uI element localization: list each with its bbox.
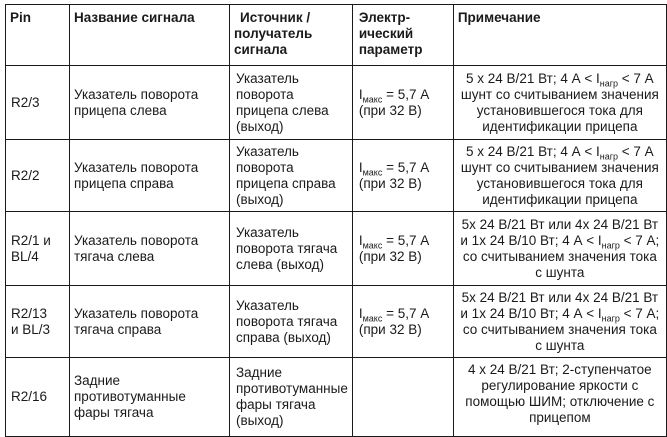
note-line: и 1х 24 В/10 Вт; 4 $А < I_{нагр} < 7$ А;: [460, 232, 660, 251]
source-line: справа (выход): [236, 329, 331, 345]
pin-cell: R2/3: [6, 66, 70, 140]
source-line: поворота: [236, 86, 294, 102]
param-voltage: (при 32 В): [358, 248, 422, 264]
note-cell: [453, 140, 666, 212]
signal-name-line: тягача слева: [74, 248, 155, 264]
source-line: Указатель: [236, 224, 299, 240]
note-cell: [453, 286, 666, 358]
pin-line: и BL/3: [11, 321, 51, 337]
pin-cell: [6, 286, 70, 358]
source-cell: [230, 212, 353, 286]
table-row: [6, 358, 667, 437]
signal-name-cell: [70, 212, 230, 286]
note-line: помощью ШИМ; отключение с: [465, 394, 655, 409]
param-current: $I_{макс} = 5,7$ А: [358, 305, 430, 324]
note-line: 5 х 24 В/21 Вт; 4 $А < I_{нагр} < 7$ А: [466, 143, 654, 162]
note-cell: [453, 66, 666, 140]
table-row: [6, 286, 667, 358]
param-voltage: (при 32 В): [358, 321, 422, 337]
note-line: и 1х 24 В/10 Вт; 4 $А < I_{нагр} < 7$ А;: [460, 305, 660, 324]
param-cell: [352, 212, 453, 286]
source-cell: [230, 66, 353, 140]
note-line: прицепом: [529, 410, 591, 425]
header-signal-name: Название сигнала: [70, 5, 230, 66]
header-param-line: Электр-: [358, 10, 411, 25]
signal-name-cell: [70, 140, 230, 212]
source-line: (выход): [236, 118, 284, 134]
pin-cell: R2/16: [6, 358, 70, 437]
header-note: Примечание: [453, 5, 666, 66]
header-row: [6, 5, 667, 66]
source-line: (выход): [236, 413, 284, 428]
signal-name-line: Указатель поворота: [74, 159, 199, 175]
header-param-line: ический: [358, 26, 414, 41]
source-line: прицепа слева: [236, 102, 329, 118]
source-line: (выход): [236, 191, 284, 207]
pin-cell: R2/2: [6, 140, 70, 212]
source-cell: [230, 286, 353, 358]
note-line: установившегося тока для: [476, 175, 643, 191]
source-cell: [230, 140, 353, 212]
source-line: Указатель: [236, 297, 299, 313]
note-line: 5 х 24 В/21 Вт; 4 $А < I_{нагр} < 7$ А: [466, 70, 654, 89]
table-row: [6, 212, 667, 286]
note-line: с шунта: [535, 264, 585, 280]
header-source: [230, 5, 353, 66]
param-voltage: (при 32 В): [358, 102, 422, 118]
source-line: поворота тягача: [236, 240, 338, 256]
signal-name-cell: [70, 358, 230, 437]
signal-name-line: фары тягача: [74, 405, 154, 420]
pin-line: R2/1 и: [11, 232, 51, 248]
param-voltage: (при 32 В): [358, 175, 422, 191]
note-line: со считыванием значения тока: [462, 321, 657, 337]
note-line: шунт со считыванием значения: [460, 86, 659, 102]
param-current: $I_{макс} = 5,7$ А: [358, 159, 430, 178]
note-cell: [453, 358, 666, 437]
param-cell: [352, 358, 453, 437]
note-line: 5х 24 В/21 Вт или 4х 24 В/21 Вт: [461, 289, 659, 305]
note-line: идентификации прицепа: [482, 118, 638, 134]
header-source-line: Источник /: [240, 10, 311, 25]
signal-name-line: Указатель поворота: [74, 86, 199, 102]
note-line: 4 х 24 В/21 Вт; 2-ступенчатое: [467, 362, 652, 377]
note-line: идентификации прицепа: [482, 191, 638, 207]
signal-name-line: Указатель поворота: [74, 305, 199, 321]
signal-name-cell: [70, 286, 230, 358]
signal-name-line: прицепа слева: [74, 102, 167, 118]
note-line: со считыванием значения тока: [462, 248, 657, 264]
pin-cell: [6, 212, 70, 286]
signal-name-line: противотуманные: [74, 389, 186, 404]
header-source-line: сигнала: [234, 42, 288, 57]
param-current: $I_{макс} = 5,7$ А: [358, 86, 430, 105]
pin-line: BL/4: [11, 248, 39, 264]
source-line: слева (выход): [236, 256, 324, 272]
pin-line: R2/13: [11, 305, 48, 321]
source-line: поворота тягача: [236, 313, 338, 329]
source-line: фары тягача: [236, 397, 316, 412]
source-line: поворота: [236, 159, 294, 175]
note-line: регулирование яркости с: [481, 378, 639, 393]
source-line: противотуманные: [236, 381, 348, 396]
source-line: прицепа справа: [236, 175, 336, 191]
header-source-line: получатель: [234, 26, 313, 41]
table-row: [6, 140, 667, 212]
note-line: с шунта: [535, 337, 585, 353]
source-cell: [230, 358, 353, 437]
signal-name-line: тягача справа: [74, 321, 162, 337]
note-line: установившегося тока для: [476, 102, 643, 118]
note-line: шунт со считыванием значения: [460, 159, 659, 175]
signal-name-line: Указатель поворота: [74, 232, 199, 248]
signal-name-line: Задние: [74, 373, 121, 388]
source-line: Указатель: [236, 70, 299, 86]
header-param: [352, 5, 453, 66]
param-cell: [352, 66, 453, 140]
note-line: 5х 24 В/21 Вт или 4х 24 В/21 Вт: [461, 216, 659, 232]
header-pin: Pin: [6, 5, 70, 66]
param-cell: [352, 286, 453, 358]
header-param-line: параметр: [358, 42, 423, 57]
signal-table: [5, 4, 667, 437]
source-line: Указатель: [236, 143, 299, 159]
signal-name-cell: [70, 66, 230, 140]
signal-name-line: прицепа справа: [74, 175, 174, 191]
note-cell: [453, 212, 666, 286]
param-current: $I_{макс} = 5,7$ А: [358, 232, 430, 251]
source-line: Задние: [236, 365, 283, 380]
table-row: [6, 66, 667, 140]
param-cell: [352, 140, 453, 212]
